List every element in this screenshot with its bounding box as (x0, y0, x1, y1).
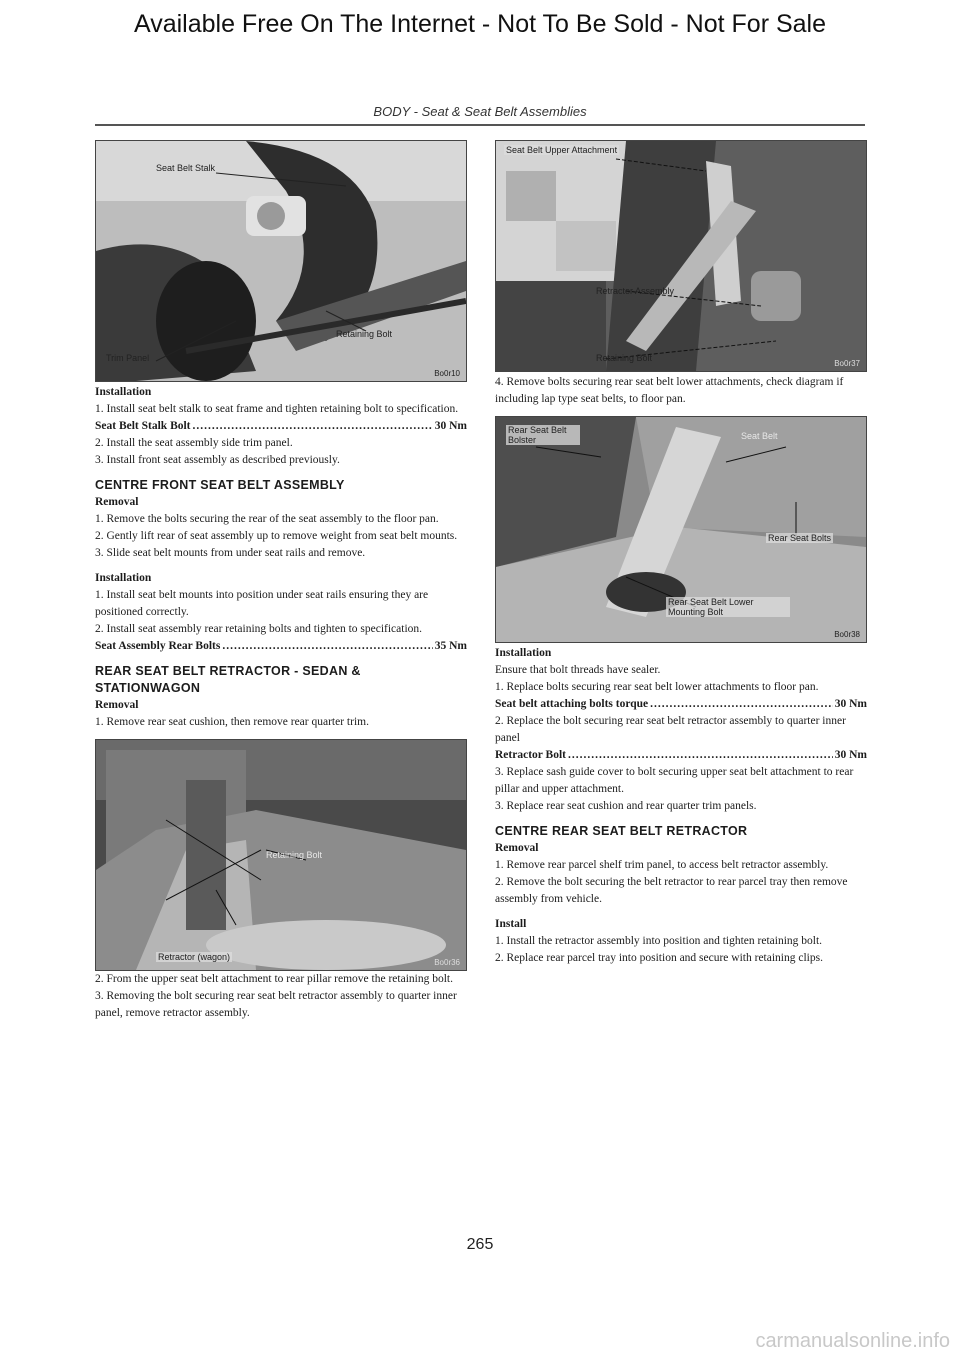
step-text: 3. Removing the bolt securing rear seat belt retractor assembly to quarter inner panel, remove retractor assembly. (95, 990, 457, 1019)
step-text: 2. Gently lift rear of seat assembly up to remove weight from seat belt mounts. (95, 530, 458, 542)
step-text: 1. Remove rear seat cushion, then remove rear quarter trim. (95, 716, 369, 728)
label-rear-seat-belt-bolster: Rear Seat Belt Bolster (506, 425, 580, 445)
photo-rear-seat-belt-lower (495, 416, 867, 643)
photo-seat-belt-upper-attachment (495, 140, 867, 372)
section-heading: Installation (95, 386, 152, 398)
step-text: 1. Replace bolts securing rear seat belt lower attachments to floor pan. (495, 681, 819, 693)
page-header: BODY - Seat & Seat Belt Assemblies (373, 104, 587, 119)
label-lower-mounting-bolt: Rear Seat Belt Lower Mounting Bolt (666, 597, 790, 617)
step-text: 2. Replace rear parcel tray into position and secure with retaining clips. (495, 952, 823, 964)
figure-number: Bo0r37 (834, 359, 860, 368)
spec-label: Seat Belt Stalk Bolt (95, 420, 191, 432)
upper-attachment-image (496, 141, 866, 371)
section-title: REAR SEAT BELT RETRACTOR - SEDAN & (95, 664, 361, 678)
spec-value: 30 Nm (434, 420, 467, 432)
step-text: 2. From the upper seat belt attachment to rear pillar remove the retaining bolt. (95, 973, 453, 985)
section-heading: Removal (495, 842, 539, 854)
spec-label: Seat Assembly Rear Bolts (95, 640, 221, 652)
step-text: 3. Replace rear seat cushion and rear quarter trim panels. (495, 800, 757, 812)
section-heading: Removal (95, 496, 139, 508)
spec-value: 30 Nm (834, 698, 867, 710)
step-text: 1. Remove the bolts securing the rear of the seat assembly to the floor pan. (95, 513, 439, 525)
section-heading: Install (495, 918, 527, 930)
section-heading: Installation (495, 647, 552, 659)
step-text: 2. Install seat assembly rear retaining bolts and tighten to specification. (95, 623, 423, 635)
spec-leader (650, 696, 833, 713)
torque-spec (495, 696, 867, 713)
label-retractor-assembly: Retractor Assembly (596, 286, 675, 296)
spec-label: Seat belt attaching bolts torque (495, 698, 649, 710)
section-title-continued: STATIONWAGON (95, 681, 201, 695)
page-number: 265 (466, 1236, 494, 1253)
section-heading: Removal (95, 699, 139, 711)
step-text: 1. Install the retractor assembly into position and tighten retaining bolt. (495, 935, 823, 947)
label-seat-belt: Seat Belt (741, 431, 778, 441)
label-trim-panel: Trim Panel (106, 353, 150, 363)
label-retaining-bolt: Retaining Bolt (266, 850, 323, 860)
label-rear-seat-bolts: Rear Seat Bolts (768, 533, 832, 543)
section-heading: Installation (95, 572, 152, 584)
spec-leader (568, 747, 833, 764)
step-text: 1. Install seat belt stalk to seat frame and tighten retaining bolt to specification. (95, 403, 459, 415)
label-seat-belt-stalk: Seat Belt Stalk (156, 163, 216, 173)
photo-seat-belt-stalk (95, 140, 467, 382)
step-text: 1. Install seat belt mounts into position under seat rails ensuring they are positioned correctly. (95, 589, 429, 618)
step-text: 3. Replace sash guide cover to bolt securing upper seat belt attachment to rear pillar and upper attachment. (495, 766, 854, 795)
label-retaining-bolt: Retaining Bolt (596, 353, 653, 363)
step-text: 2. Install the seat assembly side trim panel. (95, 437, 293, 449)
section-title: CENTRE REAR SEAT BELT RETRACTOR (495, 824, 748, 838)
spec-leader (222, 638, 432, 655)
step-text: 2. Remove the bolt securing the belt retractor to rear parcel tray then remove assembly from vehicle. (495, 876, 848, 905)
label-retaining-bolt: Retaining Bolt (336, 329, 393, 339)
note-text: Ensure that bolt threads have sealer. (495, 664, 661, 676)
figure-number: Bo0r36 (434, 958, 460, 967)
step-text: 3. Slide seat belt mounts from under seat rails and remove. (95, 547, 366, 559)
figure-number: Bo0r38 (834, 630, 860, 639)
left-column (95, 140, 467, 1022)
step-text: 1. Remove rear parcel shelf trim panel, to access belt retractor assembly. (495, 859, 829, 871)
figure-number: Bo0r10 (434, 369, 460, 378)
spec-value: 30 Nm (834, 749, 867, 761)
step-text: 3. Install front seat assembly as described previously. (95, 454, 340, 466)
header-rule (95, 124, 865, 126)
step-text: 2. Replace the bolt securing rear seat belt retractor assembly to quarter inner panel (495, 715, 846, 744)
step-text: 4. Remove bolts securing rear seat belt lower attachments, check diagram if including lap type seat belts, to floor pan. (495, 376, 844, 405)
photo-retractor-wagon (95, 739, 467, 971)
label-seat-belt-upper-attachment: Seat Belt Upper Attachment (506, 145, 618, 155)
torque-spec (95, 638, 467, 655)
watermark-banner: Available Free On The Internet - Not To Be Sold - Not For Sale (133, 10, 827, 38)
torque-spec (495, 747, 867, 764)
label-retractor-wagon: Retractor (wagon) (158, 952, 231, 962)
section-title: CENTRE FRONT SEAT BELT ASSEMBLY (95, 478, 345, 492)
spec-leader (193, 418, 433, 435)
seat-belt-stalk-image (96, 141, 466, 381)
torque-spec (95, 418, 467, 435)
spec-label: Retractor Bolt (495, 749, 566, 761)
footer-watermark: carmanualsonline.info (755, 1330, 950, 1352)
spec-value: 35 Nm (434, 640, 467, 652)
right-column (495, 140, 867, 967)
